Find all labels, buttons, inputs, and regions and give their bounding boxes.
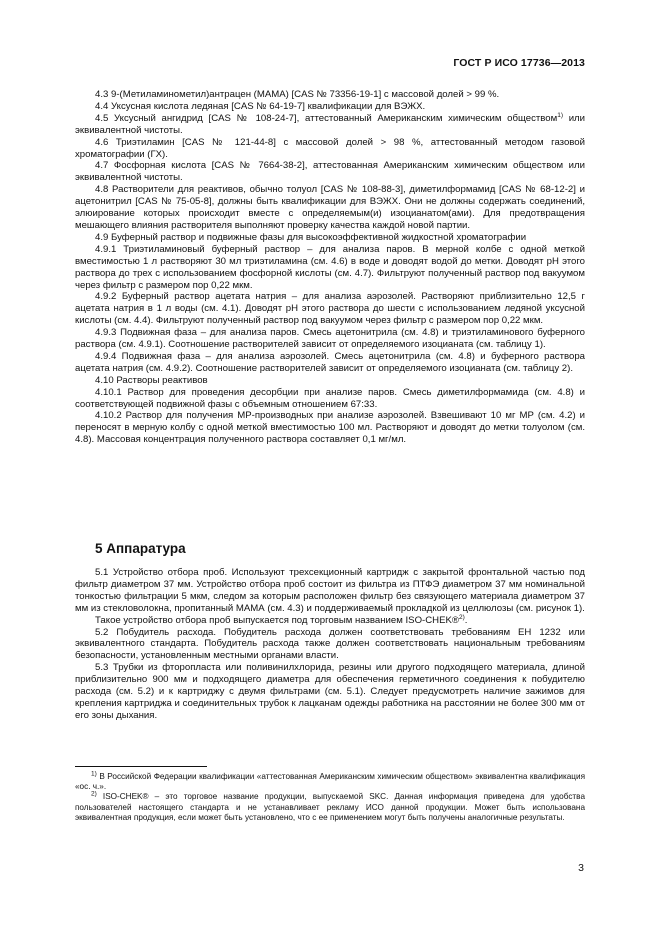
paragraph-4-6: 4.6 Триэтиламин [CAS № 121-44-8] с массовой долей > 98 %, аттестованный методом газовой хроматографии (ГХ). — [75, 136, 585, 160]
paragraph-4-9-2: 4.9.2 Буферный раствор ацетата натрия – для анализа аэрозолей. Растворяют приблизительно 12,5 г ацетата натрия в 1 л воды (см. 4.1). Доводят рН этого раствора до шести с использованием ледяной уксусной кислоты (см. 4.4). Фильтруют полученный раствор под вакуумом через фильтр с размером пор 0,22 мкм. — [75, 291, 585, 327]
paragraph-4-10: 4.10 Растворы реактивов — [95, 374, 208, 386]
paragraph-4-3: 4.3 9-(Метиламинометил)антрацен (МАМА) [CAS № 73356-19-1] с массовой долей > 99 %. — [95, 89, 500, 100]
paragraph-5-1-trade-name — [75, 615, 585, 627]
trade-name-text: Такое устройство отбора проб выпускается под торговым названием ISO-CHEK® — [95, 614, 459, 626]
trade-name-tail: . — [464, 614, 468, 626]
paragraph-5-1: 5.1 Устройство отбора проб. Используют трехсекционный картридж с закрытой фронтальной частью под фильтр диаметром 37 мм. Устройство отбора проб состоит из фильтра из ПТФЭ диаметром 37 мм номинальной тонкостью фильтрации 5 мкм, следом за которым расположен фильтр без связующего материала диаметром 37 мм из стекловолокна, пропитанный МАМА (см. 4.3) и поддерживаемый прокладкой из целлюлозы (см. рисунок 1). — [75, 567, 585, 614]
footnote-separator — [75, 766, 207, 767]
paragraph-4-9-1: 4.9.1 Триэтиламиновый буферный раствор – для анализа паров. В мерной колбе с одной меткой вместимостью 1 л растворяют 30 мл триэтиламина (см. 4.6) в воде и доводят водой до метки. Доводят рН этого раствора до трех с использованием фосфорной кислоты (см. 4.7). Фильтруют полученный раствор под вакуумом через фильтр с размером пор 0,22 мкм. — [75, 243, 585, 291]
section-5-body — [75, 567, 585, 722]
footnote-2 — [75, 792, 585, 823]
paragraph-4-5-text: 4.5 Уксусный ангидрид [CAS № 108-24-7], аттестованный Американским химическим обществом — [95, 112, 558, 124]
footnote-2-text: ISO-CHEK® – это торговое название продукции, выпускаемой SKC. Данная информация приведена для удобства пользователей настоящего стандарта и не устанавливает рекламу ИСО данной продукции. Может быть использована эквивалентная продукция, если может быть установлено, что с ее применением могут быть получены аналогичные результаты. — [75, 792, 585, 822]
paragraph-4-9: 4.9 Буферный раствор и подвижные фазы для высокоэффективной жидкостной хроматографии — [95, 231, 527, 243]
paragraph-4-10-2: 4.10.2 Раствор для получения МР-производных при анализе аэрозолей. Взвешивают 10 мг МР (см. 4.2) и переносят в мерную колбу с одной меткой вместимостью 100 мл. Растворяют и доводят до метки толуолом (см. 4.8). Массовая концентрация полученного раствора составляет 0,1 мг/мл. — [75, 410, 585, 446]
standard-header: ГОСТ Р ИСО 17736—2013 — [453, 57, 585, 69]
paragraph-4-10-1: 4.10.1 Раствор для проведения десорбции при анализе паров. Смесь диметилформамида (см. 4.8) и соответствующей подвижной фазы с объемным отношением 67:33. — [75, 386, 585, 410]
footnote-1 — [75, 772, 585, 792]
paragraph-5-2: 5.2 Побудитель расхода. Побудитель расхода должен соответствовать требованиям ЕН 1232 или эквивалентного стандарта. Побудитель расхода также должен соответствовать национальным требованиям безопасности, установленным местными органами власти. — [75, 626, 585, 662]
footnote-1-text: В Российской Федерации квалификации «аттестованная Американским химическим обществом» эквивалентна квалификация «ос. ч.». — [75, 772, 586, 792]
paragraph-4-5 — [75, 113, 585, 137]
page-number: 3 — [578, 862, 584, 874]
footnote-2-mark: 2) — [91, 790, 97, 798]
footnote-1-mark: 1) — [91, 770, 97, 778]
footnote-ref-1: 1) — [557, 111, 564, 119]
paragraph-4-5-tail: или эквивалентной чистоты. — [75, 112, 586, 136]
paragraph-4-8: 4.8 Растворители для реактивов, обычно толуол [CAS № 108-88-3], диметилформамид [CAS № 68-12-2] и ацетонитрил [CAS № 75-05-8], должны быть квалификации для ВЭЖХ. Они не должны содержать соединений, элюирование которых происходит вместе с определяемым(и) изоцианатом(ами). Для предотвращения мешающего влияния растворителя выполняют проверку качества каждой новой партии. — [75, 184, 585, 231]
paragraph-4-9-3: 4.9.3 Подвижная фаза – для анализа паров. Смесь ацетонитрила (см. 4.8) и триэтиламинового буферного раствора (см. 4.9.1). Соотношение растворителей зависит от определяемого изоцианата (см. таблицу 1). — [75, 327, 585, 351]
paragraph-5-3: 5.3 Трубки из фторопласта или поливинилхлорида, резины или другого подходящего материала, длиной приблизительно 900 мм и подходящего диаметра для обеспечения герметичного соединения к побудителю расхода (см. 5.2) и к картриджу с двумя фильтрами (см. 5.1). Следует предусмотреть наличие зажимов для крепления картриджа и соединительных трубок к лацканам одежды работника на расстоянии не более 300 мм от его зоны дыхания. — [75, 662, 585, 721]
paragraph-4-9-4: 4.9.4 Подвижная фаза – для анализа аэрозолей. Смесь ацетонитрила (см. 4.8) и буферного раствора ацетата натрия (см. 4.9.2). Соотношение растворителей зависит от определяемого изоцианата (см. таблицу 2). — [75, 350, 585, 374]
paragraph-4-7: 4.7 Фосфорная кислота [CAS № 7664-38-2], аттестованная Американским химическим обществом или эквивалентной чистоты. — [75, 160, 585, 184]
footnotes — [75, 772, 585, 823]
section-4-body — [75, 89, 585, 446]
section-5-title: 5 Аппаратура — [95, 541, 186, 556]
footnote-ref-2: 2) — [458, 613, 465, 621]
paragraph-4-4: 4.4 Уксусная кислота ледяная [CAS № 64-19-7] квалификации для ВЭЖХ. — [95, 100, 426, 112]
